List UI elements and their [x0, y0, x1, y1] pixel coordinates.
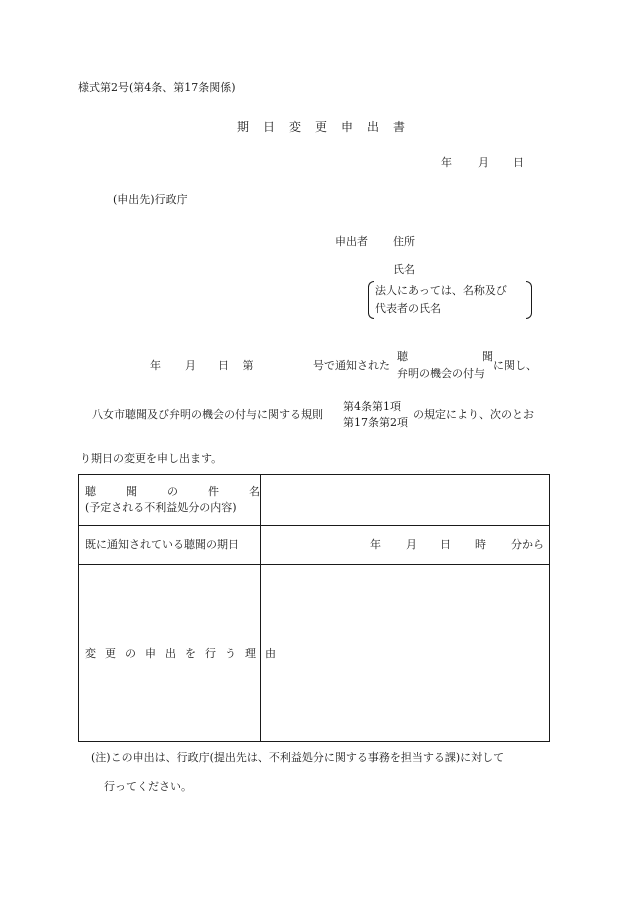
body-article-2: 第17条第2項	[343, 416, 408, 429]
body-regarding: に関し、	[493, 359, 537, 372]
body-opportunity: 弁明の機会の付与	[397, 367, 485, 380]
body-article-1: 第4条第1項	[343, 400, 401, 413]
row1-label: 聴聞の件名	[85, 485, 290, 498]
date-day: 日	[513, 156, 524, 169]
body-provision: の規定により、次のとお	[413, 408, 534, 421]
request-table	[78, 474, 550, 742]
address-label: 住所	[393, 235, 415, 248]
body-month: 月	[185, 359, 196, 372]
body-hearing-1: 聴	[397, 350, 408, 363]
applicant-label: 申出者	[335, 235, 368, 248]
date-month: 月	[478, 156, 489, 169]
row2-year: 年	[370, 538, 381, 551]
body-closing: り期日の変更を申し出ます。	[80, 452, 223, 465]
body-notified: 号で通知された	[313, 359, 390, 372]
name-label: 氏名	[393, 263, 415, 276]
row1-value[interactable]	[269, 493, 539, 507]
row3-value[interactable]	[269, 575, 539, 725]
row2-label: 既に通知されている聴聞の期日	[85, 538, 239, 551]
body-day-no: 日 第	[218, 359, 254, 372]
body-hearing-2: 聞	[482, 350, 493, 363]
body-rules: 八女市聴聞及び弁明の機会の付与に関する規則	[92, 408, 323, 421]
note-line-2: 行ってください。	[104, 780, 192, 793]
row2-hour: 時	[475, 538, 486, 551]
row2-day: 日	[440, 538, 451, 551]
page-title: 期日変更申出書	[237, 120, 420, 134]
row2-month: 月	[406, 538, 417, 551]
note-line-1: (注)この申出は、行政庁(提出先は、不利益処分に関する事務を担当する課)に対して	[91, 751, 505, 764]
form-number: 様式第2号(第4条、第17条関係)	[78, 81, 236, 94]
date-year: 年	[441, 156, 452, 169]
corp-note-line-2: 代表者の氏名	[375, 302, 441, 315]
corp-note-line-1: 法人にあっては、名称及び	[375, 284, 507, 297]
body-year: 年	[150, 359, 161, 372]
row1-sub: (予定される不利益処分の内容)	[85, 501, 237, 514]
addressee: (申出先)行政庁	[113, 193, 188, 206]
row3-label: 変更の申出を行う理由	[85, 647, 285, 660]
row2-from: 分から	[511, 538, 544, 551]
